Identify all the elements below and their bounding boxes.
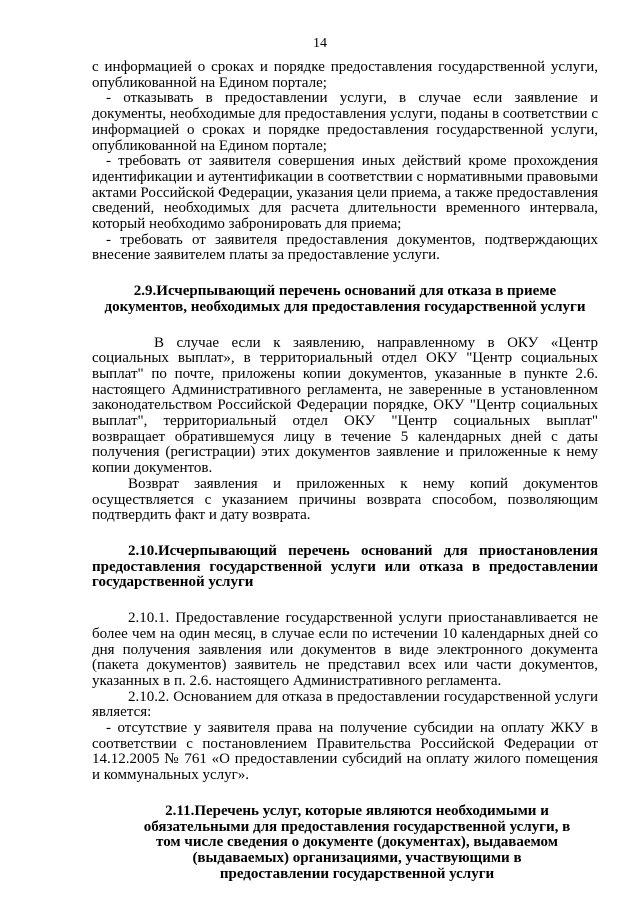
list-item-refusal: - отказывать в предоставлении услуги, в случае если заявление и документы, необходимые для предоставления услуги, поданы в соответствии с информацией о сроках и порядке предоставления государственной услуги, опубликованной на Едином портале; [92,90,598,154]
paragraph-continuation: с информацией о сроках и порядке предоставления государственной услуги, опубликованной на Едином портале; [92,59,598,91]
list-item-payment-docs: - требовать от заявителя предоставления документов, подтверждающих внесение заявителем платы за предоставление услуги. [92,231,598,264]
section-2-10-heading: 2.10.Исчерпывающий перечень оснований для приостановления предоставления государственной услуги или отказа в предоставлении государственной услуги [92,542,598,591]
section-2-10-paragraph-1: 2.10.1. Предоставление государственной услуги приостанавливается не более чем на один месяц, в случае если по истечении 10 календарных дней со дня получения заявления или документов в виде электронного документа (пакета документов) заявитель не представил всех или части документов, указанных в п. 2.6. настоящего Административного регламента. [92,610,598,689]
section-2-9-paragraph-2: Возврат заявления и приложенных к нему копий документов осуществляется с указанием причины возврата способом, позволяющим подтвердить факт и дату возврата. [92,475,598,524]
list-item-extra-actions: - требовать от заявителя совершения иных действий кроме прохождения идентификации и аутентификации в соответствии с нормативными правовыми актами Российской Федерации, указания цели приема, а также предоставления сведений, необходимых для расчета длительности временного интервала, который необходимо забронировать для приема; [92,153,598,233]
page-number: 14 [313,36,327,51]
section-2-9-heading: 2.9.Исчерпывающий перечень оснований для отказа в приеме документов, необходимых для предоставления государственной услуги [104,283,586,315]
document-body [92,60,598,882]
section-2-9-paragraph-1: В случае если к заявлению, направленному в ОКУ «Центр социальных выплат», в территориальный отдел ОКУ "Центр социальных выплат" по почте, приложены копии документов, указанные в пункте 2.6. настоящего Административного регламента, не заверенные в установленном законодательством Российской Федерации порядке, ОКУ "Центр социальных выплат", территориальный отдел ОКУ "Центр социальных выплат" возвращает обратившемуся лицу в течение 5 календарных дней с даты получения (регистрации) этих документов заявление и приложенные к нему копии документов. [92,334,598,477]
section-2-10-paragraph-2: 2.10.2. Основанием для отказа в предоставлении государственной услуги является: [92,688,598,721]
section-2-10-paragraph-3: - отсутствие у заявителя права на получение субсидии на оплату ЖКУ в соответствии с постановлением Правительства Российской Федерации от 14.12.2005 № 761 «О предоставлении субсидий на оплату жилого помещения и коммунальных услуг». [92,720,598,784]
section-2-11-heading: 2.11.Перечень услуг, которые являются необходимыми и обязательными для предоставления государственной услуги, в том числе сведения о документе (документах), выдаваемом (выдаваемых) организациями, участвующими в предоставлении государственной услуги [143,802,571,882]
